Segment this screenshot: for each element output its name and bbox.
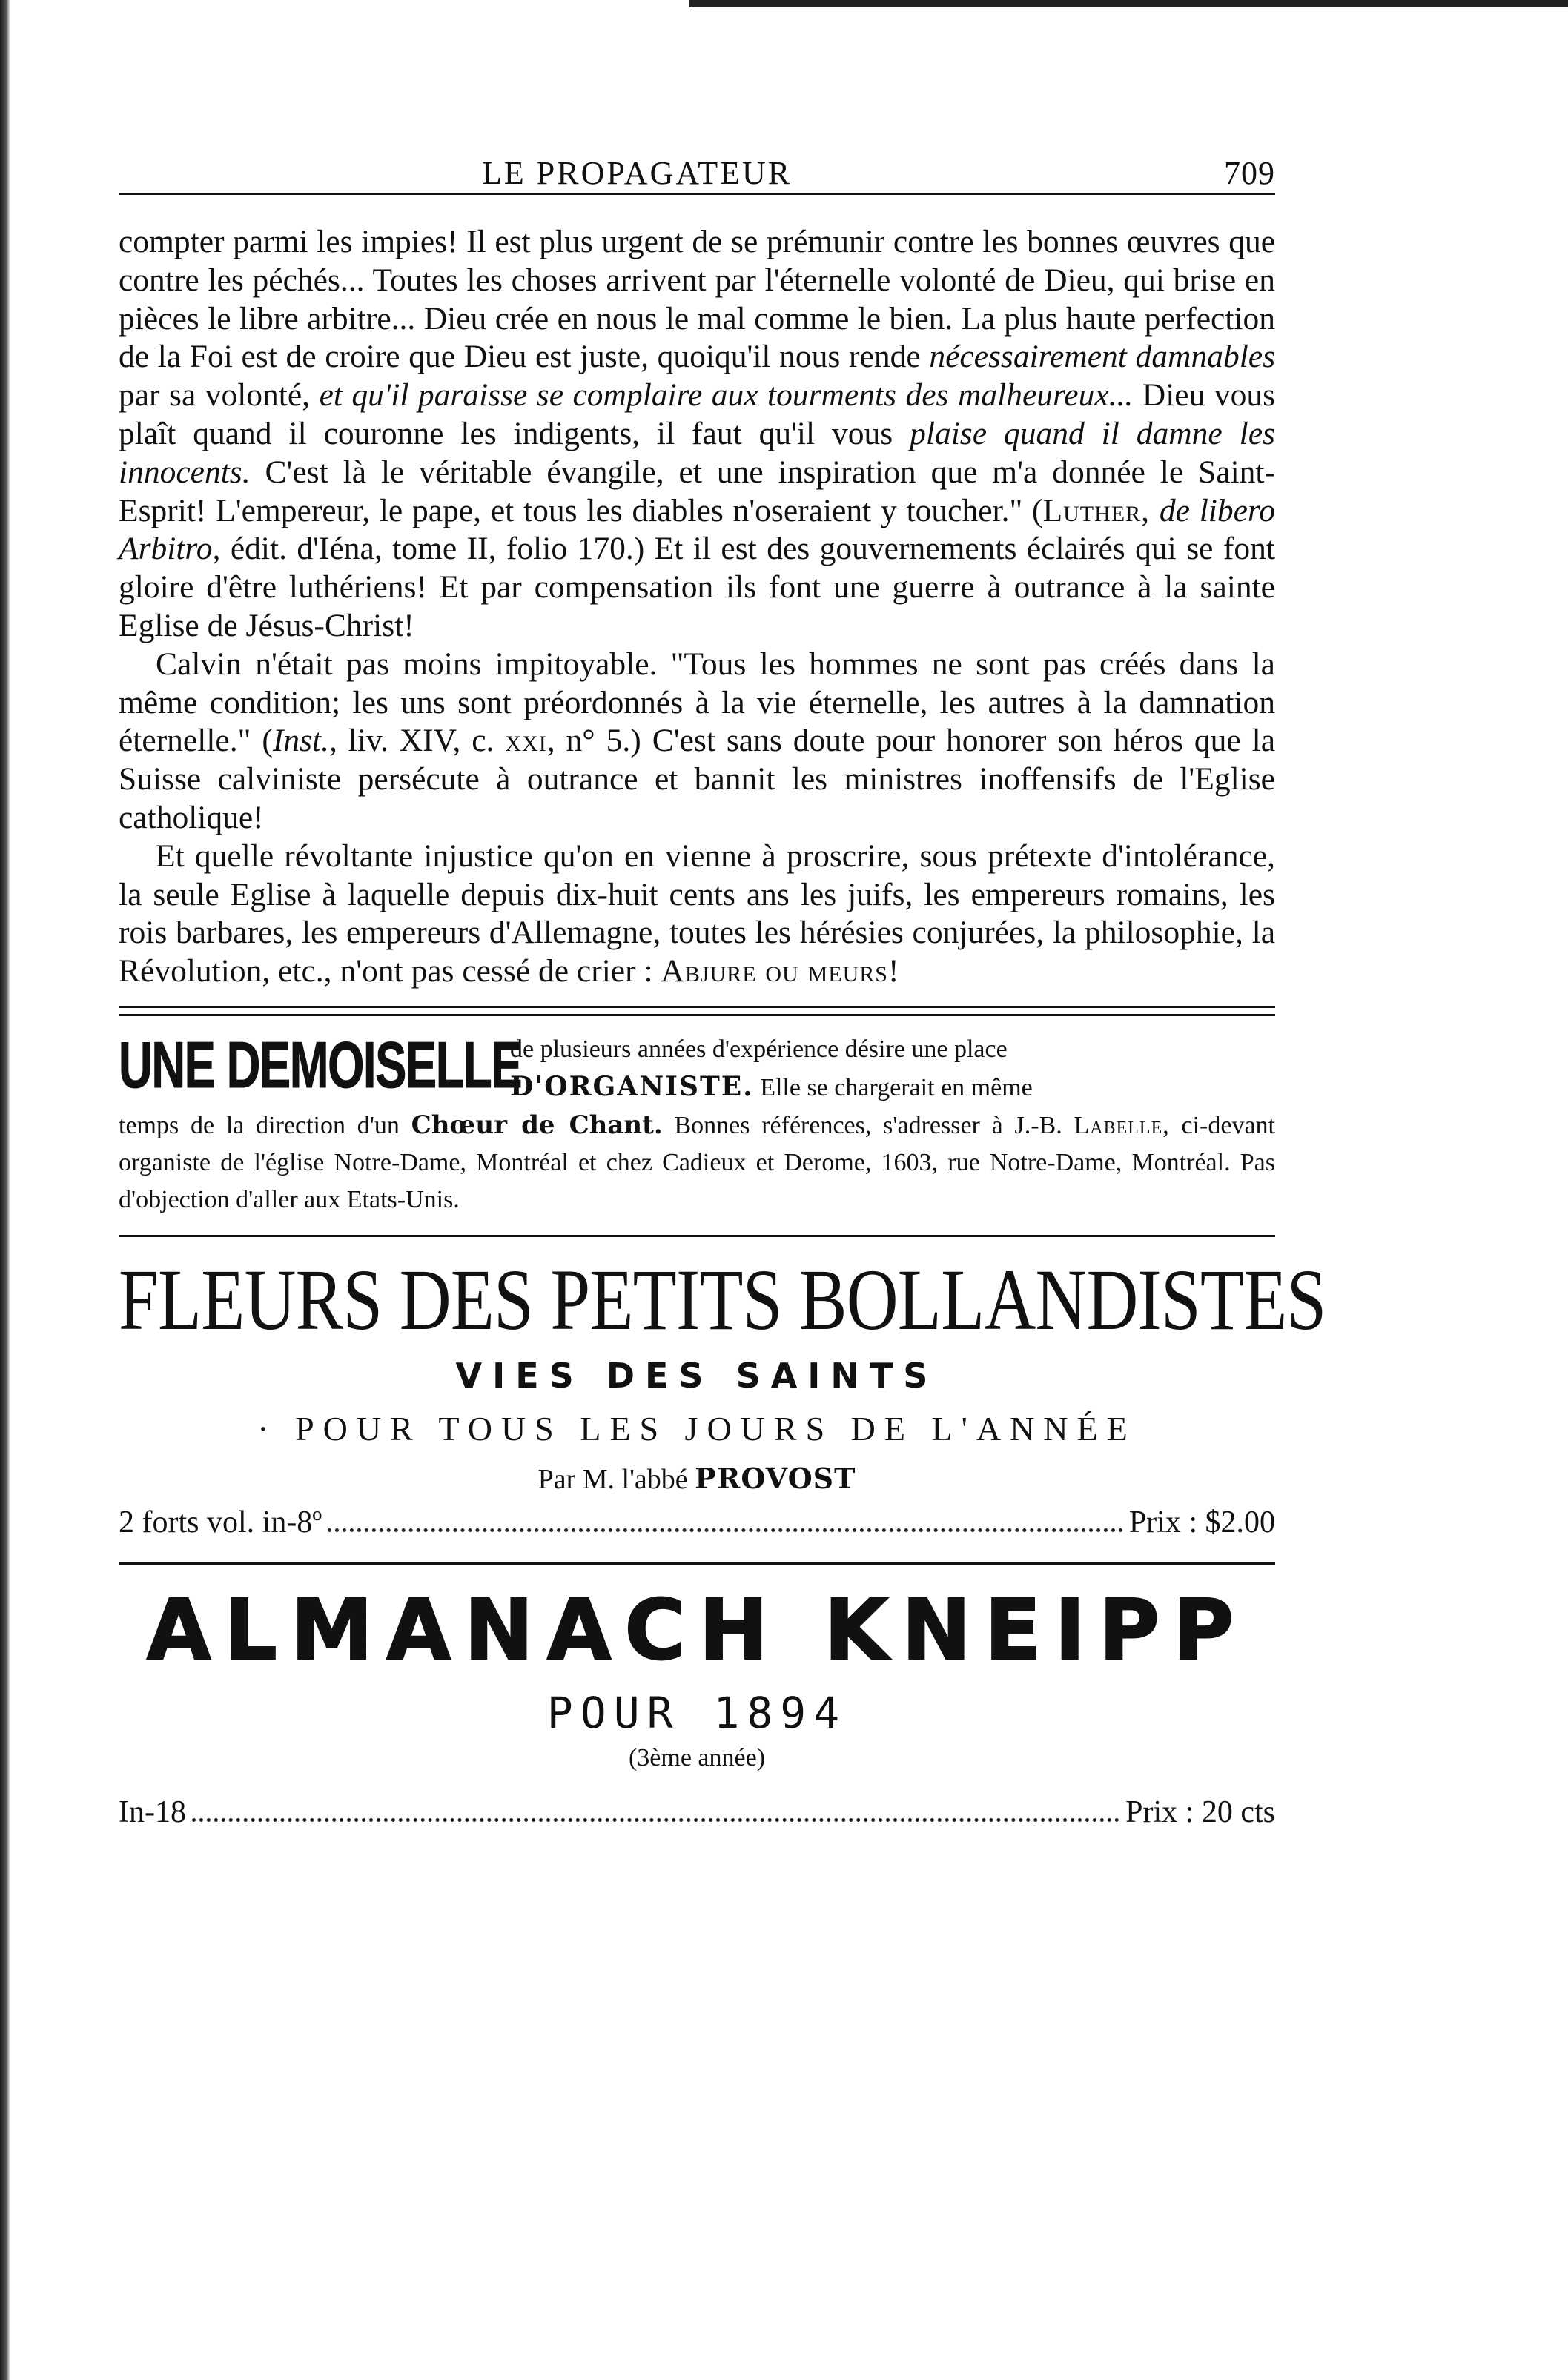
text-run: , liv. XIV, c.: [328, 723, 506, 759]
ad-kneipp-price-line: [119, 1794, 1275, 1830]
ad-bollandistes-subtitle: VIES DES SAINTS: [455, 1355, 939, 1396]
header-rule: [119, 193, 1275, 195]
small-caps-run: xxi: [505, 723, 547, 759]
text-run: Bonnes références, s'adresser à J.-B.: [662, 1111, 1074, 1139]
section-double-rule: [119, 1006, 1275, 1016]
ad-bollandistes: [119, 1250, 1326, 1540]
price-label: Prix : 20 cts: [1125, 1794, 1275, 1829]
page-edge-shadow: [0, 0, 10, 2380]
italic-run: plaise quand il damne les innocents.: [119, 415, 1275, 490]
italic-run: de libero Arbitro,: [119, 492, 1275, 567]
text-run: par sa volonté,: [119, 377, 320, 414]
ad-bollandistes-author: [119, 1462, 1275, 1496]
section-rule: [119, 1562, 1275, 1565]
price-label: Prix : $2.00: [1128, 1505, 1275, 1539]
ad-organist-body: [119, 1107, 1275, 1219]
running-head: [119, 141, 1275, 193]
article-paragraph-3: [119, 838, 1275, 991]
article-paragraph-1: [119, 223, 1275, 646]
small-caps-run: Abjure ou meurs: [661, 953, 888, 990]
text-run: C'est là le véritable évangile, et une inspiration que m'a donnée le Saint-Esprit! L'empereur, le pape, et tous les diables n'oseraient y toucher." (: [119, 454, 1275, 528]
ad-bollandistes-subtitle-2: · POUR TOUS LES JOURS DE L'ANNÉE: [257, 1409, 1137, 1448]
running-title: LE PROPAGATEUR: [482, 155, 793, 191]
dot-leader: [328, 1528, 1122, 1532]
italic-run: et qu'il paraisse se complaire aux tourments des malheureux...: [319, 377, 1134, 414]
text-run: ci-devant organiste de l'église Notre-Dame, Montréal et chez Cadieux et Derome, 1603, rue Notre-Dame, Montréal. Pas d'objection d'aller aux Etats-Unis.: [119, 1111, 1276, 1213]
volumes-label: 2 forts vol. in-8º: [119, 1505, 322, 1539]
text-run: temps de la direction d'un: [119, 1111, 411, 1139]
text-run: Dieu vous plaît quand il couronne les indigents, il faut qu'il vous: [119, 377, 1275, 451]
ad-organist-contact-name: Labelle,: [1074, 1111, 1170, 1139]
article-text: [119, 223, 1275, 991]
text-run: Par M. l'abbé: [537, 1463, 695, 1495]
text-run: compter parmi les impies! Il est plus urgent de se prémunir contre les bonnes œuvres que contre les péchés... Toutes les choses arrivent par l'éternelle volonté de Dieu, qui brise en pièces le libre arbitre... Dieu crée en nous le mal comme le bien. La plus haute perfection de la Foi est de croire que Dieu est juste, quoiqu'il nous rende: [119, 224, 1275, 375]
text-run: Calvin n'était pas moins impitoyable. "Tous les hommes ne sont pas créés dans la même condition; les uns sont préordonnés à la vie éternelle, les autres à la damnation éternelle." (: [119, 646, 1275, 759]
italic-run: Inst.: [272, 723, 329, 759]
text-run: !: [887, 953, 899, 990]
italic-run: nécessairement damnables: [929, 339, 1276, 375]
text-run: Elle se chargerait en même: [753, 1073, 1033, 1101]
ad-organist-first-lines: [510, 1031, 1275, 1107]
ad-kneipp-edition: (3ème année): [628, 1743, 766, 1771]
section-rule: [119, 1235, 1275, 1237]
author-name: PROVOST: [695, 1461, 856, 1495]
text-run: Et quelle révoltante injustice qu'on en vienne à proscrire, sous prétexte d'intolérance, la seule Eglise à laquelle depuis dix-huit cents ans les juifs, les empereurs romains, les rois barbares, les empereurs d'Allemagne, toutes les hérésies conjurées, la philosophie, la Révolution, etc., n'ont pas cessé de crier :: [119, 838, 1275, 990]
ad-kneipp-title: ALMANACH KNEIPP: [146, 1582, 1248, 1679]
ad-kneipp-subtitle: POUR 1894: [546, 1687, 847, 1738]
ad-organist-headline: UNE DEMOISELLE: [119, 1027, 522, 1101]
ad-organist-top: [119, 1027, 1275, 1107]
page-number: 709: [1224, 155, 1275, 191]
page-top-edge: [689, 0, 1568, 7]
author-citation: Luther,: [1042, 492, 1150, 528]
dot-leader: [192, 1818, 1119, 1822]
page: [119, 141, 1326, 1830]
text-run: [1150, 493, 1160, 528]
ad-organist-emphasis: D'ORGANISTE.: [510, 1070, 754, 1102]
ad-organist-line-2: [510, 1068, 1275, 1107]
ad-organist: [119, 1027, 1276, 1219]
ad-bollandistes-price-line: [119, 1505, 1275, 1540]
article-paragraph-2: [119, 646, 1275, 838]
ad-bollandistes-title: FLEURS DES PETITS BOLLANDISTES: [119, 1250, 1326, 1348]
ad-kneipp: [119, 1582, 1275, 1830]
ad-organist-line-1: de plusieurs années d'expérience désire une place: [510, 1035, 1008, 1063]
text-run: , n° 5.) C'est sans doute pour honorer son héros que la Suisse calviniste persécute à outrance et bannit les ministres inoffensifs de l'Eglise catholique!: [119, 723, 1275, 835]
format-label: In-18: [119, 1794, 186, 1829]
text-run: édit. d'Iéna, tome II, folio 170.) Et il est des gouvernements éclairés qui se font gloire d'être luthériens! Et par compensation ils font une guerre à outrance à la sainte Eglise de Jésus-Christ!: [119, 531, 1275, 643]
ad-organist-choir: Chœur de Chant.: [411, 1110, 663, 1140]
